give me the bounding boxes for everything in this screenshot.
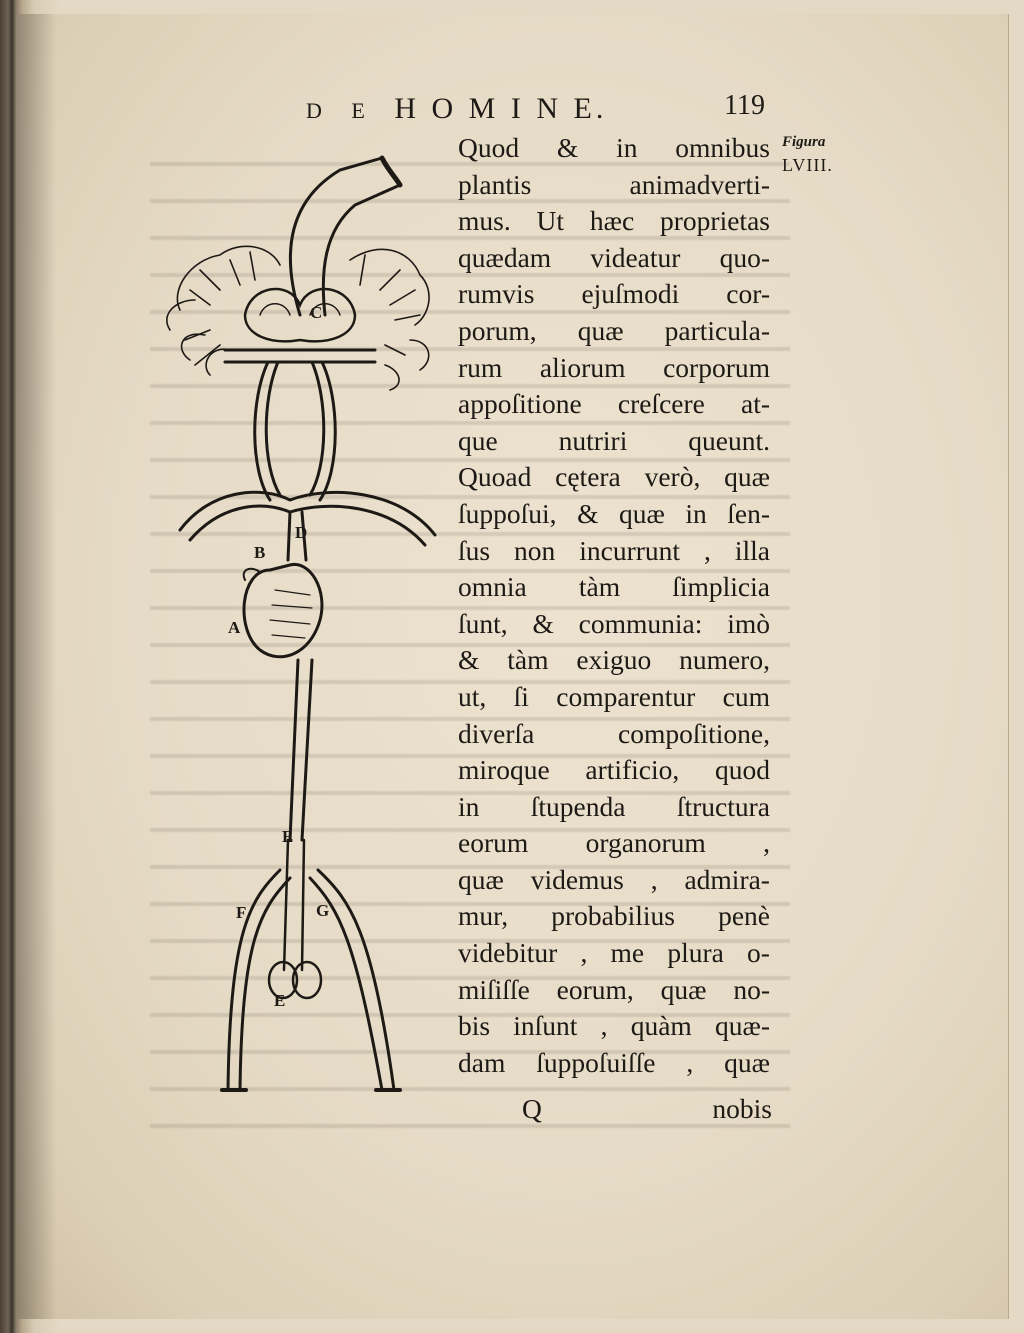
word: compoſitione, — [618, 717, 770, 749]
word: verò, — [644, 461, 701, 493]
anatomical-woodcut-figure — [150, 140, 440, 1110]
running-head — [306, 92, 607, 126]
running-head-de: D E — [306, 98, 377, 123]
word: cor- — [726, 278, 770, 310]
label-d: D — [295, 523, 308, 542]
word: porum, — [458, 314, 537, 346]
text-line — [458, 972, 770, 1009]
word: ſunt, — [458, 607, 508, 639]
text-line — [458, 350, 770, 387]
word: appoſitione — [458, 388, 582, 420]
word: quæ — [724, 461, 770, 493]
word: tàm — [507, 644, 549, 676]
word: o- — [747, 937, 770, 969]
text-line — [458, 1008, 770, 1045]
text-line — [458, 203, 770, 240]
word: ſen- — [727, 497, 770, 529]
text-line — [458, 935, 770, 972]
lung-foliage — [167, 246, 429, 390]
word: , — [704, 534, 711, 566]
word: videatur — [590, 241, 681, 273]
word: ſtupenda — [530, 790, 626, 822]
stem-vessel — [290, 158, 400, 315]
label-e-lower: E — [274, 991, 286, 1010]
word: eorum — [458, 827, 529, 859]
word: exiguo — [576, 644, 652, 676]
word: Quod — [458, 132, 520, 163]
word: ſimplicia — [672, 571, 770, 603]
word: mur, — [458, 900, 509, 932]
label-e-upper: E — [282, 827, 294, 846]
word: dam — [458, 1046, 506, 1078]
word: ejuſmodi — [581, 278, 680, 310]
word: no- — [733, 973, 770, 1005]
label-b: B — [254, 543, 266, 562]
word: quæ — [724, 1046, 770, 1078]
word: , — [600, 1010, 608, 1042]
word: me — [610, 937, 645, 969]
word: quæ — [618, 497, 665, 529]
word: mus. — [458, 205, 511, 237]
word: imò — [727, 607, 770, 639]
margin-note-label: Figura — [782, 134, 826, 150]
word: miroque — [458, 754, 550, 786]
word: rum — [458, 351, 503, 383]
word: proprietas — [660, 205, 770, 237]
word: non — [514, 534, 556, 566]
label-f: F — [236, 903, 247, 922]
heart — [244, 564, 322, 656]
word: illa — [734, 534, 770, 566]
text-line — [458, 606, 770, 643]
word: que — [458, 424, 498, 456]
text-line — [458, 459, 770, 496]
word: & — [458, 644, 480, 676]
word: , — [650, 863, 658, 895]
word: , — [763, 827, 770, 859]
word: aliorum — [539, 351, 626, 383]
word: ſtructura — [676, 790, 770, 822]
word: corporum — [663, 351, 770, 383]
word: artificio, — [585, 754, 680, 786]
signature-mark: Q — [522, 1093, 542, 1124]
word: particula- — [664, 314, 770, 346]
word: inſunt — [513, 1010, 578, 1042]
text-line — [458, 789, 770, 826]
word: in — [616, 132, 638, 163]
text-line — [458, 240, 770, 277]
word: incurrunt — [579, 534, 681, 566]
text-line — [458, 1045, 770, 1082]
word: hæc — [589, 205, 635, 237]
label-c: C — [310, 303, 323, 322]
text-line — [458, 716, 770, 753]
word: ſus — [458, 534, 491, 566]
margin-note-number: LVIII. — [782, 155, 833, 175]
word: quàm — [630, 1010, 692, 1042]
word: quæ — [458, 863, 504, 895]
word: in — [685, 497, 707, 529]
text-line — [458, 423, 770, 460]
label-g: G — [316, 901, 330, 920]
text-line — [458, 569, 770, 606]
word: & — [532, 607, 554, 639]
word: & — [577, 497, 599, 529]
text-line — [458, 313, 770, 350]
text-line — [458, 679, 770, 716]
word: admira- — [684, 863, 770, 895]
word: quod — [714, 754, 770, 786]
word: quæ — [577, 314, 624, 346]
word: eorum, — [556, 973, 634, 1005]
word: plantis — [458, 168, 532, 200]
word: quæ — [660, 973, 707, 1005]
word: , — [686, 1046, 694, 1078]
word: Quoad — [458, 461, 532, 493]
word: numero, — [679, 644, 770, 676]
text-line — [458, 642, 770, 679]
word: ut, — [458, 680, 487, 712]
footer-line — [458, 1093, 772, 1133]
word: probabilius — [551, 900, 675, 932]
word: cętera — [555, 461, 621, 493]
text-line — [458, 825, 770, 862]
page-number: 119 — [724, 90, 765, 121]
word: queunt. — [688, 424, 770, 456]
word: quædam — [458, 241, 552, 273]
word: , — [580, 937, 588, 969]
word: diverſa — [458, 717, 535, 749]
word: bis — [458, 1010, 491, 1042]
running-head-homine: H O M I N E. — [394, 92, 608, 125]
margin-note — [782, 134, 852, 176]
word: nutriri — [558, 424, 628, 456]
word: & — [556, 132, 579, 163]
word: comparentur — [556, 680, 696, 712]
text-line — [458, 533, 770, 570]
catchword: nobis — [712, 1093, 772, 1124]
text-line — [458, 386, 770, 423]
body-text — [458, 130, 770, 1081]
gutter-shadow — [16, 14, 56, 1319]
word: ſi — [513, 680, 529, 712]
word: quæ- — [715, 1010, 770, 1042]
word: in — [458, 790, 480, 822]
word: quo- — [719, 241, 770, 273]
word: communia: — [578, 607, 703, 639]
word: cum — [722, 680, 770, 712]
word: animadverti- — [629, 168, 770, 200]
text-line — [458, 130, 770, 167]
text-line — [458, 167, 770, 204]
text-line — [458, 276, 770, 313]
text-line — [458, 752, 770, 789]
word: ſuppoſuiſſe — [536, 1046, 656, 1078]
word: Ut — [536, 205, 565, 237]
word: videmus — [530, 863, 624, 895]
label-a: A — [228, 618, 241, 637]
word: organorum — [585, 827, 706, 859]
text-line — [458, 898, 770, 935]
word: ſuppoſui, — [458, 497, 557, 529]
word: videbitur — [458, 937, 558, 969]
word: plura — [667, 937, 724, 969]
word: at- — [740, 388, 770, 420]
word: omnia — [458, 571, 527, 603]
word: omnibus — [675, 132, 770, 163]
text-line — [458, 862, 770, 899]
word: penè — [718, 900, 770, 932]
text-line — [458, 496, 770, 533]
word: rumvis — [458, 278, 535, 310]
word: tàm — [578, 571, 621, 603]
word: creſcere — [617, 388, 705, 420]
word: miſiſſe — [458, 973, 530, 1005]
